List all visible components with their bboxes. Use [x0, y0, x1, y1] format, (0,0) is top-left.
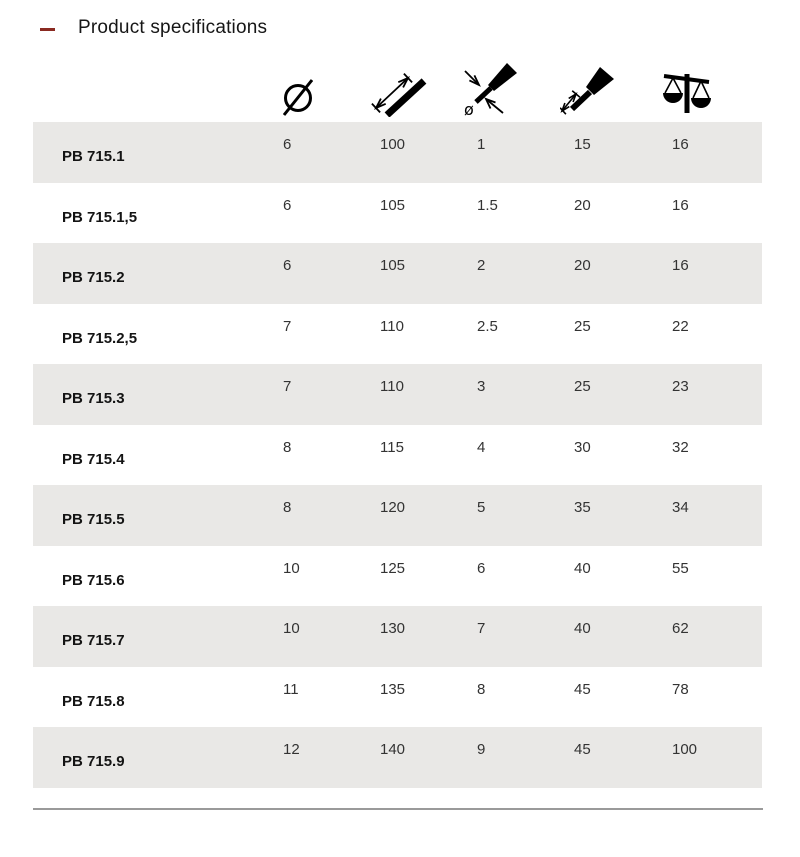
table-row: [33, 667, 762, 728]
row-value-shaft-diameter: 7: [283, 378, 292, 395]
row-value-weight: 16: [672, 196, 689, 214]
table-row: [33, 727, 762, 788]
row-value-weight: 16: [672, 257, 689, 274]
row-value-length: 130: [380, 620, 406, 637]
row-value-length: 135: [380, 680, 406, 698]
row-model: PB 715.5: [62, 511, 125, 528]
row-value-tip-diameter: 2.5: [477, 317, 498, 335]
row-model: PB 715.2,5: [62, 329, 138, 347]
row-value-length: 105: [380, 257, 406, 274]
row-value-weight: 23: [672, 378, 689, 395]
row-value-tip-width: 25: [574, 317, 591, 335]
row-value-shaft-diameter: 11: [283, 680, 299, 698]
row-model: PB 715.1: [62, 148, 125, 165]
row-value-length: 100: [380, 136, 406, 153]
row-value-shaft-diameter: 10: [283, 559, 300, 577]
table-row: [33, 546, 762, 607]
row-value-shaft-diameter: 6: [283, 257, 292, 274]
section-header: [40, 17, 267, 39]
row-value-length: 140: [380, 741, 406, 758]
row-value-tip-width: 25: [574, 378, 591, 395]
bottom-divider: [33, 808, 763, 810]
row-value-weight: 78: [672, 680, 689, 698]
row-value-shaft-diameter: 10: [283, 620, 300, 637]
table-row: [33, 243, 762, 304]
row-value-weight: 100: [672, 741, 698, 758]
table-row: [33, 183, 762, 244]
row-value-shaft-diameter: 8: [283, 499, 292, 516]
row-value-tip-diameter: 1.5: [477, 196, 498, 214]
row-model: PB 715.8: [62, 692, 125, 710]
row-model: PB 715.7: [62, 632, 125, 649]
row-value-tip-diameter: 5: [477, 499, 486, 516]
row-value-tip-width: 20: [574, 196, 591, 214]
table-row: [33, 122, 762, 183]
tip-width-icon: [574, 67, 672, 122]
table-row: [33, 485, 762, 546]
row-value-weight: 32: [672, 438, 689, 456]
row-value-tip-diameter: 1: [477, 136, 486, 153]
row-model: PB 715.4: [62, 450, 125, 468]
table-header-row: [33, 60, 762, 122]
row-value-tip-width: 45: [574, 680, 591, 698]
table-body: [33, 122, 762, 788]
row-value-shaft-diameter: 12: [283, 741, 300, 758]
table-row: [33, 364, 762, 425]
row-value-weight: 16: [672, 136, 689, 153]
row-value-tip-diameter: 2: [477, 257, 486, 274]
row-value-tip-diameter: 6: [477, 559, 486, 577]
row-value-tip-diameter: 3: [477, 378, 486, 395]
row-model: PB 715.9: [62, 753, 125, 770]
row-model: PB 715.6: [62, 571, 125, 589]
row-value-length: 125: [380, 559, 406, 577]
table-row: [33, 606, 762, 667]
row-value-length: 115: [380, 438, 404, 456]
row-model: PB 715.2: [62, 269, 125, 286]
row-value-tip-width: 40: [574, 559, 591, 577]
svg-text:ø: ø: [464, 100, 474, 117]
row-value-length: 110: [380, 378, 404, 395]
page-title: Product specifications: [78, 17, 268, 38]
spec-table: [33, 60, 762, 788]
row-value-tip-width: 40: [574, 620, 591, 637]
row-value-tip-width: 35: [574, 499, 591, 516]
scale-icon: [672, 67, 762, 122]
row-value-tip-diameter: 8: [477, 680, 486, 698]
row-value-shaft-diameter: 6: [283, 196, 292, 214]
row-value-weight: 62: [672, 620, 689, 637]
diameter-icon: [283, 71, 380, 122]
section-dash-icon: [40, 28, 55, 31]
row-value-tip-diameter: 4: [477, 438, 486, 456]
row-value-weight: 22: [672, 317, 689, 335]
table-row: [33, 425, 762, 486]
row-value-tip-width: 15: [574, 136, 591, 153]
row-value-weight: 34: [672, 499, 689, 516]
row-value-length: 110: [380, 317, 404, 335]
row-value-tip-diameter: 7: [477, 620, 486, 637]
row-value-weight: 55: [672, 559, 689, 577]
row-value-shaft-diameter: 7: [283, 317, 292, 335]
row-model: PB 715.3: [62, 390, 125, 407]
row-value-length: 105: [380, 196, 406, 214]
row-value-tip-diameter: 9: [477, 741, 486, 758]
row-value-tip-width: 20: [574, 257, 591, 274]
table-row: [33, 304, 762, 365]
row-model: PB 715.1,5: [62, 208, 138, 226]
row-value-shaft-diameter: 8: [283, 438, 292, 456]
row-value-tip-width: 30: [574, 438, 591, 456]
row-value-shaft-diameter: 6: [283, 136, 292, 153]
row-value-length: 120: [380, 499, 406, 516]
row-value-tip-width: 45: [574, 741, 591, 758]
